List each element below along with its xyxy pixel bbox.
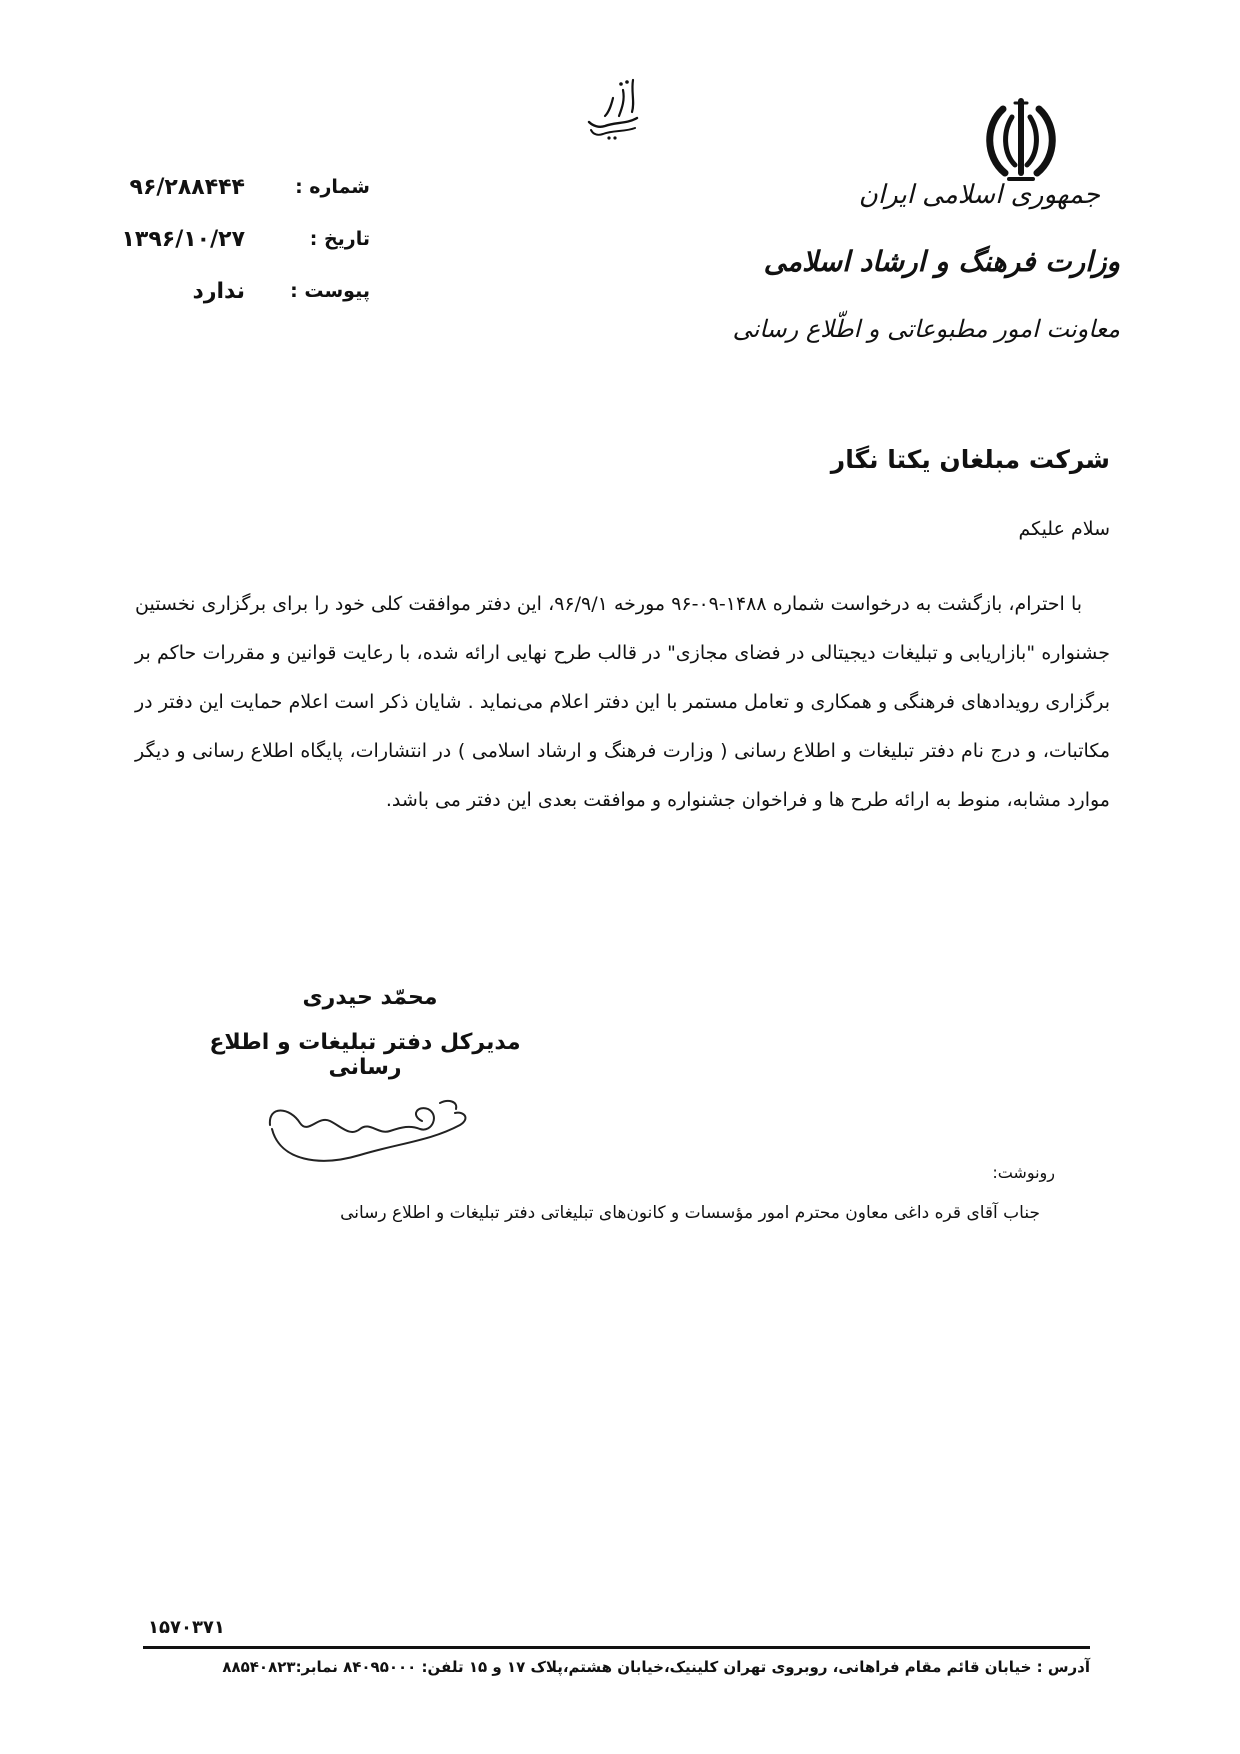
footer-address: آدرس : خیابان قائم مقام فراهانی، روبروی تهران کلینیک،خیابان هشتم،پلاک ۱۷ و ۱۵ تلفن: ۸۴۰۹۵۰۰۰ نمابر:۸۸۵۴۰۸۲۳ bbox=[222, 1658, 1090, 1676]
cc-recipient: جناب آقای قره داغی معاون محترم امور مؤسسات و کانون‌های تبلیغاتی دفتر تبلیغات و اطلاع رسانی bbox=[340, 1203, 1040, 1223]
meta-date-row bbox=[122, 222, 371, 256]
meta-date-value: ۱۳۹۶/۱۰/۲۷ bbox=[121, 226, 245, 252]
letter-greeting: سلام علیکم bbox=[1018, 518, 1110, 540]
reference-number: ۱۵۷۰۳۷۱ bbox=[148, 1617, 225, 1638]
cc-label: رونوشت: bbox=[992, 1163, 1055, 1182]
meta-number-row bbox=[130, 170, 370, 204]
iran-emblem-icon bbox=[975, 95, 1067, 187]
letter-body bbox=[135, 580, 1110, 825]
handwritten-signature bbox=[260, 1085, 490, 1175]
footer-divider bbox=[143, 1646, 1090, 1649]
signatory-title: مدیرکل دفتر تبلیغات و اطلاع رسانی bbox=[209, 1030, 521, 1080]
gov-line-deputy: معاونت امور مطبوعاتی و اطّلاع رسانی bbox=[732, 315, 1120, 343]
letter-recipient: شرکت مبلغان یکتا نگار bbox=[830, 445, 1110, 474]
meta-date-label: تاریخ : bbox=[309, 228, 370, 250]
meta-number-label: شماره : bbox=[295, 176, 370, 198]
gov-line-country: جمهوری اسلامی ایران bbox=[858, 180, 1100, 210]
signatory-name: محمّد حیدری bbox=[302, 985, 438, 1010]
meta-attachment-label: پیوست : bbox=[290, 280, 370, 302]
meta-attachment-value: ندارد bbox=[192, 278, 245, 304]
meta-number-value: ۹۶/۲۸۸۴۴۴ bbox=[129, 174, 245, 200]
letter-body-paragraph: با احترام، بازگشت به درخواست شماره ۱۴۸۸-۰۹-۹۶ مورخه ۹۶/۹/۱، این دفتر موافقت کلی خود را برای برگزاری نخستین جشنواره "بازاریابی و تبلیغات دیجیتالی در فضای مجازی" در قالب طرح نهایی ارائه شده، با رعایت قوانین و مقررات حاکم بر برگزاری رویدادهای فرهنگی و همکاری و تعامل مستمر با این دفتر اعلام می‌نماید . شایان ذکر است اعلام حمایت این دفتر در مکاتبات، و درج نام دفتر تبلیغات و اطلاع رسانی ( وزارت فرهنگ و ارشاد اسلامی ) در انتشارات، پایگاه اطلاع رسانی و دیگر موارد مشابه، منوط به ارائه طرح ها و فراخوان جشنواره و موافقت بعدی این دفتر می باشد. bbox=[135, 593, 1110, 811]
gov-line-ministry: وزارت فرهنگ و ارشاد اسلامی bbox=[763, 245, 1120, 278]
bismillah-calligraphy bbox=[575, 72, 655, 142]
meta-attachment-row bbox=[193, 274, 370, 308]
